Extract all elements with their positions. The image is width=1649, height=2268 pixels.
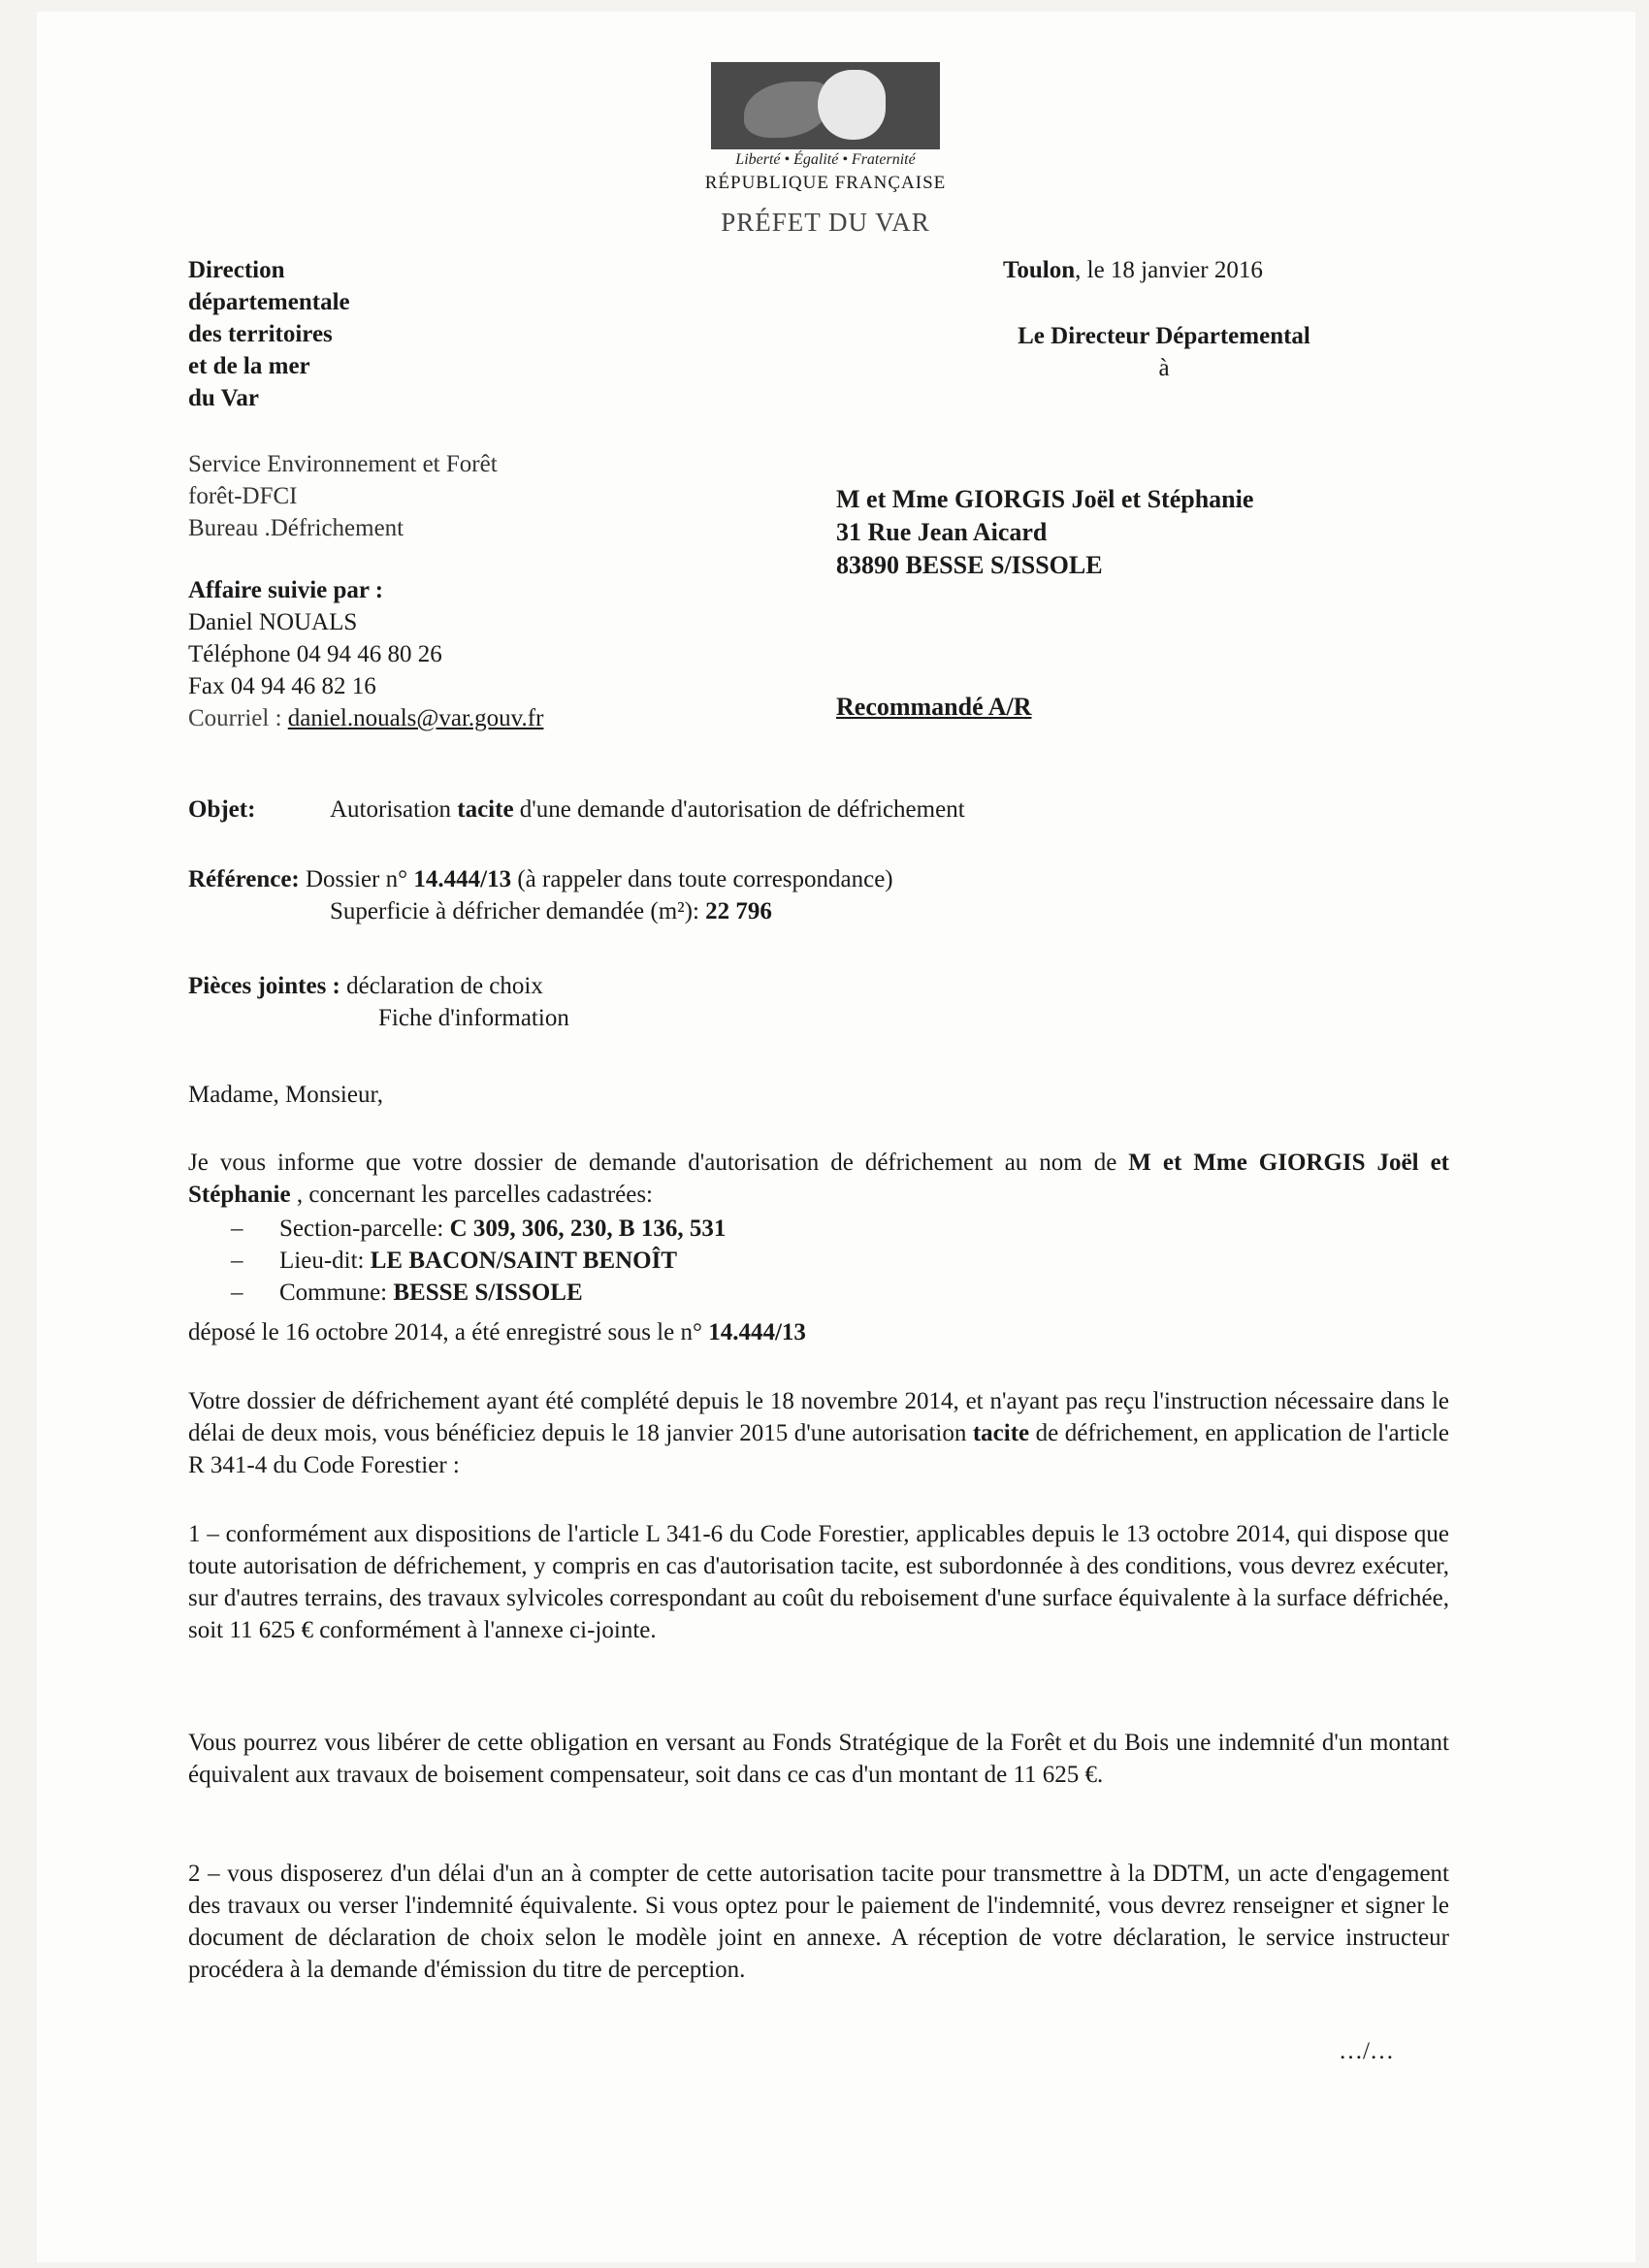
republic-motto: Liberté • Égalité • Fraternité: [735, 151, 916, 168]
contact-fax: Fax 04 94 46 82 16: [188, 673, 376, 699]
contact-phone: Téléphone 04 94 46 80 26: [188, 641, 442, 667]
salutation: Madame, Monsieur,: [188, 1082, 384, 1108]
attachment-item: déclaration de choix: [346, 973, 543, 999]
reference-block: [188, 863, 1449, 927]
parcel-list: [231, 1213, 1395, 1309]
recipient-address: [836, 483, 1438, 582]
fund-paragraph: Vous pourrez vous libérer de cette obligation en versant au Fonds Stratégique de la Forêt et du Bois une indemnité d'un montant équivalent aux travaux de boisement compensateur, soit dans ce cas d'un montant de 11 625 €.: [188, 1730, 1449, 1788]
recipient-city: 83890 BESSE S/ISSOLE: [836, 551, 1103, 579]
attachment-item: Fiche d'information: [378, 1005, 569, 1031]
condition-paragraph-2: 2 – vous disposerez d'un délai d'un an à compter de cette autorisation tacite pour transmettre à la DDTM, un acte d'engagement des travaux ou verser l'indemnité équivalente. Si vous optez pour le paiement de l'indemnité, vous devrez renseigner et signer le document de déclaration de choix selon le modèle joint en annexe. A réception de votre déclaration, le service instructeur procédera à la demande d'émission du titre de perception.: [188, 1861, 1449, 1983]
department-name: Direction départementale des territoires et de la mer du Var: [188, 257, 350, 411]
contact-email-line: Courriel : daniel.nouals@var.gouv.fr: [188, 705, 544, 731]
reference-dossier-line: Référence: Dossier n° 14.444/13 (à rappeler dans toute correspondance): [188, 866, 893, 892]
tacit-paragraph: Votre dossier de défrichement ayant été complété depuis le 18 novembre 2014, et n'ayant pas reçu l'instruction nécessaire dans le délai de deux mois, vous bénéficiez depuis le 18 janvier 2015 d'une autorisation tacite de défrichement, en application de l'article R 341-4 du Code Forestier :: [188, 1388, 1449, 1478]
object-label: Objet:: [188, 796, 256, 823]
list-item: – Lieu-dit: LE BACON/SAINT BENOÎT: [231, 1247, 678, 1274]
followed-by-label: Affaire suivie par :: [188, 577, 384, 603]
recipient-street: 31 Rue Jean Aicard: [836, 518, 1048, 546]
reference-area-line: Superficie à défricher demandée (m²): 22 796: [330, 898, 772, 924]
registered-mail-notice: Recommandé A/R: [836, 693, 1032, 721]
addressed-to: à: [1158, 355, 1170, 381]
intro-paragraph: Je vous informe que votre dossier de demande d'autorisation de défrichement au nom de M et Mme GIORGIS Joël et Stéphanie , concernant les parcelles cadastrées:: [188, 1150, 1449, 1208]
recipient-name: M et Mme GIORGIS Joël et Stéphanie: [836, 485, 1254, 513]
condition-paragraph-1: 1 – conformément aux dispositions de l'article L 341-6 du Code Forestier, applicables depuis le 13 octobre 2014, qui dispose que toute autorisation de défrichement, y compris en cas d'autorisation tacite, est subordonnée à des conditions, vous devrez exécuter, sur d'autres terrains, des travaux sylvicoles correspondant au coût du reboisement d'une surface équivalente à la surface défrichée, soit 11 625 € conformément à l'annexe ci-jointe.: [188, 1521, 1449, 1643]
marianne-logo: [711, 62, 940, 149]
reference-label: Référence:: [188, 866, 300, 892]
contact-name: Daniel NOUALS: [188, 609, 358, 635]
contact-email[interactable]: daniel.nouals@var.gouv.fr: [287, 705, 544, 731]
attachments-label: Pièces jointes :: [188, 973, 347, 999]
republic-name: RÉPUBLIQUE FRANÇAISE: [704, 173, 947, 193]
service-block: Service Environnement et Forêt forêt-DFCI Bureau .Défrichement: [188, 451, 498, 541]
sender-title-block: [960, 320, 1368, 384]
contact-block: [188, 574, 634, 734]
place-date: Toulon, le 18 janvier 2016: [1003, 257, 1263, 283]
continuation-mark: …/…: [1339, 2038, 1394, 2064]
prefet-title: PRÉFET DU VAR: [721, 208, 930, 237]
object-line: Objet: Autorisation tacite d'une demande d'autorisation de défrichement: [188, 794, 1449, 826]
list-item: – Section-parcelle: C 309, 306, 230, B 136, 531: [231, 1215, 727, 1242]
attachments-block: [188, 970, 1061, 1034]
sender-title: Le Directeur Départemental: [1018, 323, 1310, 349]
deposit-line: déposé le 16 octobre 2014, a été enregistré sous le n° 14.444/13: [188, 1319, 806, 1345]
list-item: – Commune: BESSE S/ISSOLE: [231, 1280, 583, 1306]
